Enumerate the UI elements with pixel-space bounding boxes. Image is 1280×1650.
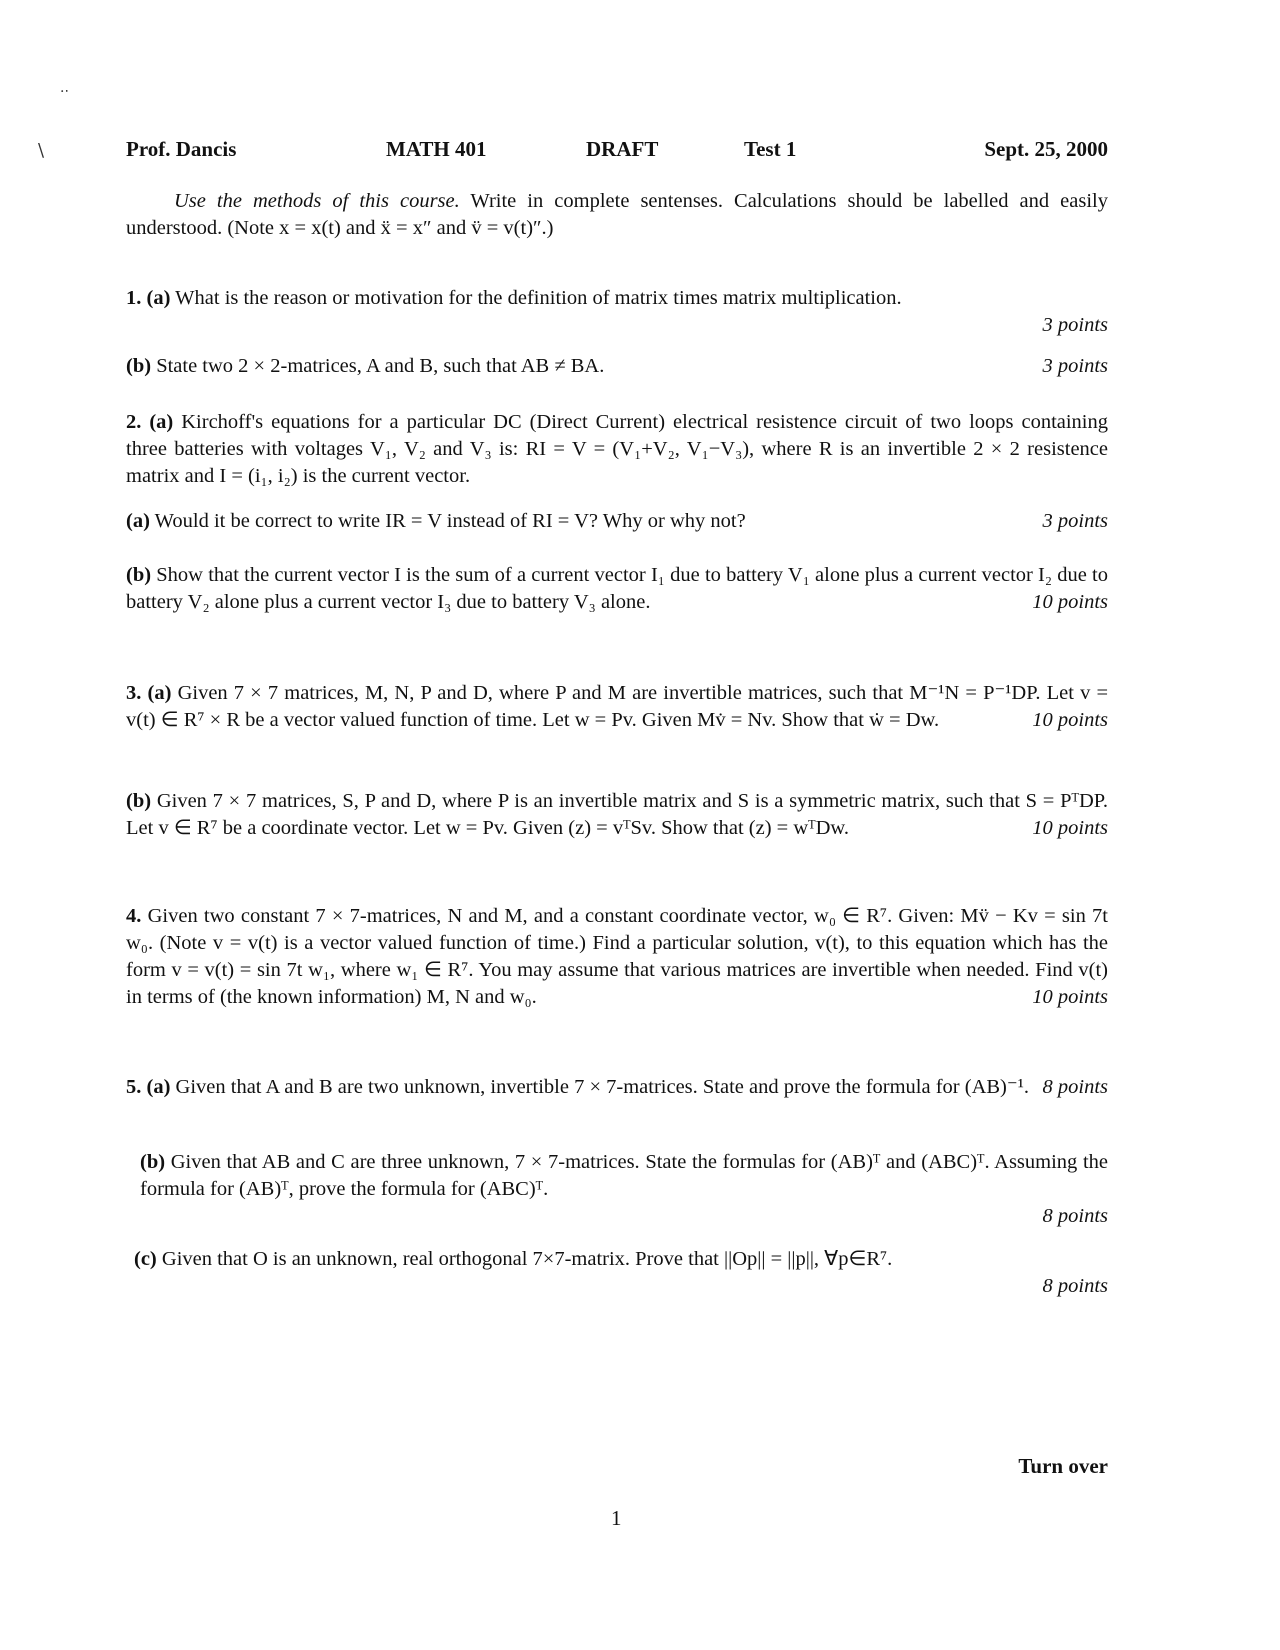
q1b-points: 3 points [1042, 355, 1108, 377]
question-2b [126, 562, 1108, 616]
q2-label: 2. (a) [126, 411, 174, 433]
q5b-text: Given that AB and C are three unknown, 7 × 7-matrices. State the formulas for (AB)ᵀ and (ABC)ᵀ. Assuming the formula for (AB)ᵀ, prove the formula for (ABC)ᵀ. [140, 1151, 1108, 1200]
question-3b [126, 788, 1108, 842]
q2a-text: Would it be correct to write IR = V instead of RI = V? Why or why not? [154, 510, 746, 532]
question-1b [126, 353, 1108, 380]
q3a-text: Given 7 × 7 matrices, M, N, P and D, where P and M are invertible matrices, such that M⁻¹N = P⁻¹DP. Let v = v(t) ∈ R⁷ × R be a vector valued function of time. Let w = Pv. Given Mv̇ = Nv. Show that ẇ = Dw. [126, 682, 1109, 731]
turn-over-note: Turn over [1018, 1454, 1108, 1478]
q4-text: Given two constant 7 × 7-matrices, N and M, and a constant coordinate vector, w₀ ∈ R⁷. Given: Mv̈ − Kv = sin 7t w₀. (Note v = v(t) is a vector valued function of time.) Find a particular solution, v(t), to this equation which has the form v = v(t) = sin 7t w₁, where w₁ ∈ R⁷. You may assume that various matrices are invertible when needed. Find v(t) in terms of (the known information) M, N and w₀. [126, 905, 1109, 1008]
q5a-text: Given that A and B are two unknown, invertible 7 × 7-matrices. State and prove the formula for (AB)⁻¹. [175, 1076, 1029, 1098]
instructions [126, 188, 1108, 242]
q3a-points: 10 points [1032, 709, 1108, 731]
q1a-points: 3 points [1042, 314, 1108, 336]
q5a-points: 8 points [1042, 1076, 1108, 1098]
q5c-points: 8 points [1042, 1275, 1108, 1297]
q2a-label: (a) [126, 510, 150, 532]
instructor-name: Prof. Dancis [126, 137, 237, 161]
instructions-text: Write in complete sentenses. Calculations should be labelled and easily understood. (Note x = x(t) and ẍ = x″ and v̈ = v(t)″.) [126, 190, 1108, 239]
question-2a [126, 508, 1108, 535]
question-5c [126, 1246, 1108, 1300]
question-5a [126, 1074, 1108, 1101]
question-4 [126, 903, 1108, 1011]
page-number: 1 [611, 1506, 622, 1530]
course-code: MATH 401 [386, 137, 487, 161]
q2b-text: Show that the current vector I is the sum of a current vector I₁ due to battery V₁ alone plus a current vector I₂ due to battery V₂ alone plus a current vector I₃ due to battery V₃ alone. [126, 564, 1108, 613]
q1b-text: State two 2 × 2-matrices, A and B, such that AB ≠ BA. [156, 355, 605, 377]
q3a-label: 3. (a) [126, 682, 172, 704]
q4-label: 4. [126, 905, 142, 927]
question-2 [126, 409, 1108, 490]
question-1a [126, 285, 1108, 339]
q1b-label: (b) [126, 355, 152, 377]
q2b-label: (b) [126, 564, 152, 586]
q5b-points: 8 points [1042, 1205, 1108, 1227]
instructions-emphasis: Use the methods of this course. [174, 190, 460, 212]
q5c-label: (c) [134, 1248, 157, 1270]
q3b-points: 10 points [1032, 817, 1108, 839]
q3b-label: (b) [126, 790, 152, 812]
q1a-label: 1. (a) [126, 287, 171, 309]
q4-points: 10 points [1032, 986, 1108, 1008]
q1a-text: What is the reason or motivation for the definition of matrix times matrix multiplication. [175, 287, 902, 309]
question-3a [126, 680, 1108, 734]
exam-header [126, 137, 1108, 167]
draft-label: DRAFT [586, 137, 659, 161]
exam-date: Sept. 25, 2000 [984, 137, 1108, 161]
test-name: Test 1 [744, 137, 797, 161]
scan-speck: ·‧ [60, 84, 69, 100]
q5b-label: (b) [140, 1151, 166, 1173]
scan-tick-mark: \ [38, 140, 45, 161]
q2b-points: 10 points [1032, 591, 1108, 613]
q5a-label: 5. (a) [126, 1076, 171, 1098]
q5c-text: Given that O is an unknown, real orthogonal 7×7-matrix. Prove that ||Op|| = ||p||, ∀p∈R⁷. [161, 1248, 893, 1270]
q2-text: Kirchoff's equations for a particular DC (Direct Current) electrical resistence circuit of two loops containing three batteries with voltages V₁, V₂ and V₃ is: RI = V = (V₁+V₂, V₁−V₃), where R is an invertible 2 × 2 resistence matrix and I = (i₁, i₂) is the current vector. [126, 411, 1109, 487]
q3b-text: Given 7 × 7 matrices, S, P and D, where P is an invertible matrix and S is a symmetric matrix, such that S = PᵀDP. Let v ∈ R⁷ be a coordinate vector. Let w = Pv. Given (z) = vᵀSv. Show that (z) = wᵀDw. [126, 790, 1109, 839]
q2a-points: 3 points [1042, 510, 1108, 532]
question-5b [126, 1149, 1108, 1230]
